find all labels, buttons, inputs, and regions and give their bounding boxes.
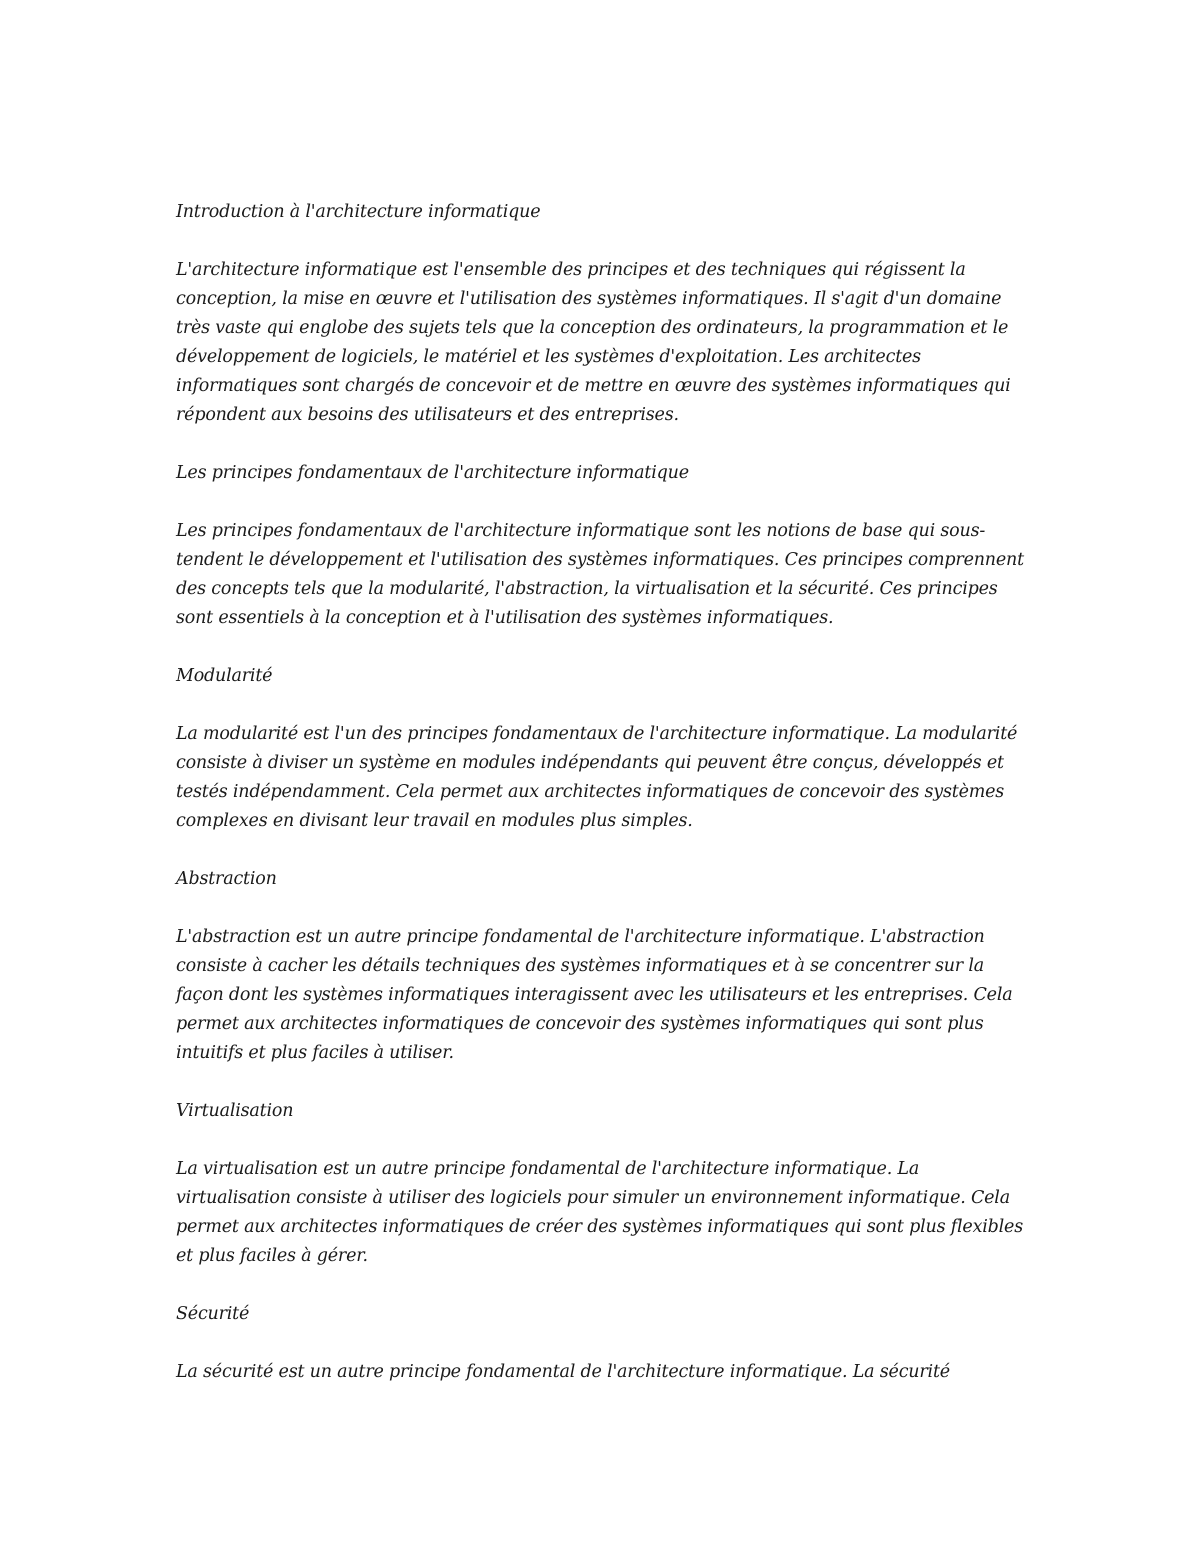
modularity-paragraph: La modularité est l'un des principes fondamentaux de l'architecture informatique. La modularité consiste à diviser un système en modules indépendants qui peuvent être conçus, développés et testés indépendamment. Cela permet aux architectes informatiques de concevoir des systèmes complexes en divisant leur travail en modules plus simples. [176, 724, 1018, 831]
principles-paragraph: Les principes fondamentaux de l'architecture informatique sont les notions de base qui sous-tendent le développement et l'utilisation des systèmes informatiques. Ces principes comprennent des concepts tels que la modularité, l'abstraction, la virtualisation et la sécurité. Ces principes sont essentiels à la conception et à l'utilisation des systèmes informatiques. [176, 521, 1024, 628]
security-heading: Sécurité [176, 1304, 250, 1324]
document-body [176, 198, 1036, 1416]
intro-paragraph: L'architecture informatique est l'ensemble des principes et des techniques qui régissent la conception, la mise en œuvre et l'utilisation des systèmes informatiques. Il s'agit d'un domaine très vaste qui englobe des sujets tels que la conception des ordinateurs, la programmation et le développement de logiciels, le matériel et les systèmes d'exploitation. Les architectes informatiques sont chargés de concevoir et de mettre en œuvre des systèmes informatiques qui répondent aux besoins des utilisateurs et des entreprises. [176, 260, 1011, 425]
abstraction-paragraph: L'abstraction est un autre principe fondamental de l'architecture informatique. L'abstraction consiste à cacher les détails techniques des systèmes informatiques et à se concentrer sur la façon dont les systèmes informatiques interagissent avec les utilisateurs et les entreprises. Cela permet aux architectes informatiques de concevoir des systèmes informatiques qui sont plus intuitifs et plus faciles à utiliser. [176, 927, 1013, 1063]
virtualization-heading: Virtualisation [176, 1101, 294, 1121]
principles-heading: Les principes fondamentaux de l'architecture informatique [176, 463, 689, 483]
modularity-heading: Modularité [176, 666, 273, 686]
document-title: Introduction à l'architecture informatique [176, 202, 541, 222]
virtualization-paragraph: La virtualisation est un autre principe fondamental de l'architecture informatique. La virtualisation consiste à utiliser des logiciels pour simuler un environnement informatique. Cela permet aux architectes informatiques de créer des systèmes informatiques qui sont plus flexibles et plus faciles à gérer. [176, 1159, 1023, 1266]
abstraction-heading: Abstraction [176, 869, 277, 889]
security-paragraph: La sécurité est un autre principe fondamental de l'architecture informatique. La sécurité [176, 1362, 950, 1382]
